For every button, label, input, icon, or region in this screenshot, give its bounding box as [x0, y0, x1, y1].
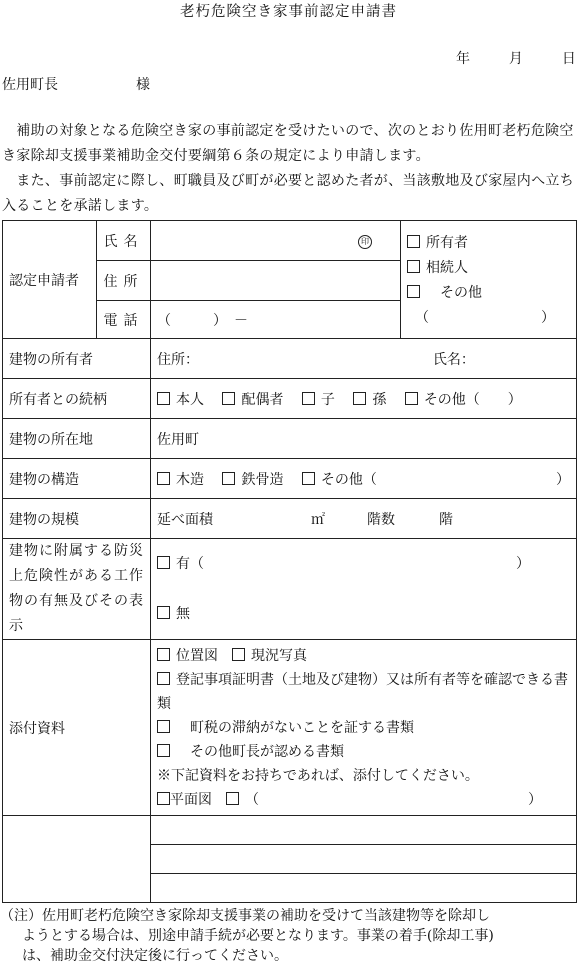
location-field[interactable]: 佐用町 [151, 419, 577, 459]
checkbox-icon[interactable] [157, 792, 170, 805]
owner-field[interactable]: 住所： 氏名： [151, 339, 577, 379]
att-floorplan[interactable]: 平面図 [157, 792, 212, 808]
seal-mark: 印 [358, 235, 372, 249]
intro-paragraph-1: 補助の対象となる危険空き家の事前認定を受けたいので、次のとおり佐用町老朽危険空き家除却支援事業補助金交付要綱第６条の規定により申請します。 [2, 123, 574, 164]
checkbox-icon[interactable] [353, 392, 366, 405]
att-note: ※下記資料をお持ちであれば、添付してください。 [157, 767, 479, 784]
checkbox-icon[interactable] [222, 392, 235, 405]
checkbox-icon[interactable] [157, 744, 170, 757]
page-title: 老朽危険空き家事前認定申請書 [180, 4, 397, 20]
date-line [456, 48, 576, 68]
att-tax[interactable]: 町税の滞納がないことを証する書類 [157, 716, 570, 740]
checkbox-icon[interactable] [405, 392, 418, 405]
rel-grandchild[interactable]: 孫 [353, 392, 386, 408]
checkbox-icon[interactable] [157, 648, 170, 661]
applicant-label: 認定申請者 [3, 221, 97, 339]
note-line-3: は、補助金交付決定後に行ってください。 [22, 948, 288, 964]
note-line-2: ようとする場合は、別途申請手続が必要となります。事業の着手(除却工事) [22, 928, 494, 944]
option-owner[interactable]: 所有者 [407, 231, 570, 256]
structure-label: 建物の構造 [3, 459, 151, 499]
blank-line-1[interactable] [151, 816, 577, 845]
application-table [2, 220, 577, 903]
checkbox-icon[interactable] [157, 392, 170, 405]
year-label: 年 [456, 51, 470, 67]
checkbox-icon[interactable] [407, 285, 420, 298]
att-other[interactable]: その他町長が認める書類 [157, 740, 570, 764]
blank-cell [3, 816, 151, 903]
checkbox-icon[interactable] [407, 260, 420, 273]
footnote [0, 906, 574, 966]
checkbox-icon[interactable] [302, 472, 315, 485]
location-label: 建物の所在地 [3, 419, 151, 459]
relationship-options [151, 379, 577, 419]
structure-options: 木造 鉄骨造 その他（ ） [151, 459, 577, 499]
hazard-no[interactable]: 無 [157, 602, 570, 627]
name-field[interactable] [151, 221, 401, 261]
addressee [2, 74, 150, 94]
struct-wood[interactable]: 木造 [157, 472, 204, 488]
address-field[interactable] [151, 261, 401, 301]
addressee-name: 佐用町長 [2, 77, 58, 93]
intro-paragraph-2: また、事前認定に際し、町職員及び町が必要と認めた者が、当該敷地及び家屋内へ立ち入ることを承諾します。 [2, 173, 574, 214]
att-photos[interactable]: 現況写真 [232, 648, 307, 664]
scale-field[interactable]: 延べ面積 ㎡ 階数 階 [151, 499, 577, 539]
scale-label: 建物の規模 [3, 499, 151, 539]
option-heir[interactable]: 相続人 [407, 256, 570, 281]
checkbox-icon[interactable] [157, 606, 170, 619]
attachments-label: 添付資料 [3, 640, 151, 816]
checkbox-icon[interactable] [222, 472, 235, 485]
month-label: 月 [508, 51, 523, 67]
rel-spouse[interactable]: 配偶者 [222, 392, 283, 408]
blank-line-3[interactable] [151, 874, 577, 903]
day-label: 日 [561, 51, 576, 67]
att-registry[interactable]: 登記事項証明書（土地及び建物）又は所有者等を確認できる書類 [157, 671, 568, 712]
checkbox-icon[interactable] [407, 235, 420, 248]
rel-self[interactable]: 本人 [157, 392, 204, 408]
checkbox-icon[interactable] [226, 792, 239, 805]
hazard-yes[interactable]: 有（ ） [157, 552, 570, 577]
struct-steel[interactable]: 鉄骨造 [222, 472, 283, 488]
rel-other[interactable]: その他（ ） [405, 392, 522, 408]
hazard-options [151, 539, 577, 640]
relation-options [401, 221, 577, 339]
phone-label: 電話 [97, 301, 151, 339]
att-location-map[interactable]: 位置図 [157, 648, 218, 664]
checkbox-icon[interactable] [157, 472, 170, 485]
rel-child[interactable]: 子 [302, 392, 335, 408]
option-other-detail[interactable]: （ ） [415, 310, 555, 326]
note-line-1: （注）佐用町老朽危険空き家除却支援事業の補助を受けて当該建物等を除却し [0, 908, 490, 924]
hazard-label: 建物に附属する防災上危険性がある工作物の有無及びその表示 [3, 539, 151, 640]
checkbox-icon[interactable] [232, 648, 245, 661]
checkbox-icon[interactable] [157, 720, 170, 733]
addressee-honorific: 様 [136, 77, 150, 93]
owner-label: 建物の所有者 [3, 339, 151, 379]
checkbox-icon[interactable] [157, 556, 170, 569]
address-label: 住所 [97, 261, 151, 301]
option-other[interactable]: その他 [407, 281, 570, 306]
att-custom[interactable]: （ [226, 792, 259, 808]
relationship-label: 所有者との続柄 [3, 379, 151, 419]
checkbox-icon[interactable] [157, 672, 170, 685]
blank-line-2[interactable] [151, 845, 577, 874]
struct-other[interactable]: その他（ [302, 472, 377, 488]
phone-field[interactable]: （ ） － [151, 301, 401, 339]
attachments-list: 位置図 現況写真 登記事項証明書（土地及び建物）又は所有者等を確認できる書類 町税の滞納がないことを証する書類 その他町長が認める書類 ※下記資料をお持ちであれば、添付してください。 平面図 （ ） [151, 640, 577, 816]
checkbox-icon[interactable] [302, 392, 315, 405]
name-label: 氏名 [97, 221, 151, 261]
